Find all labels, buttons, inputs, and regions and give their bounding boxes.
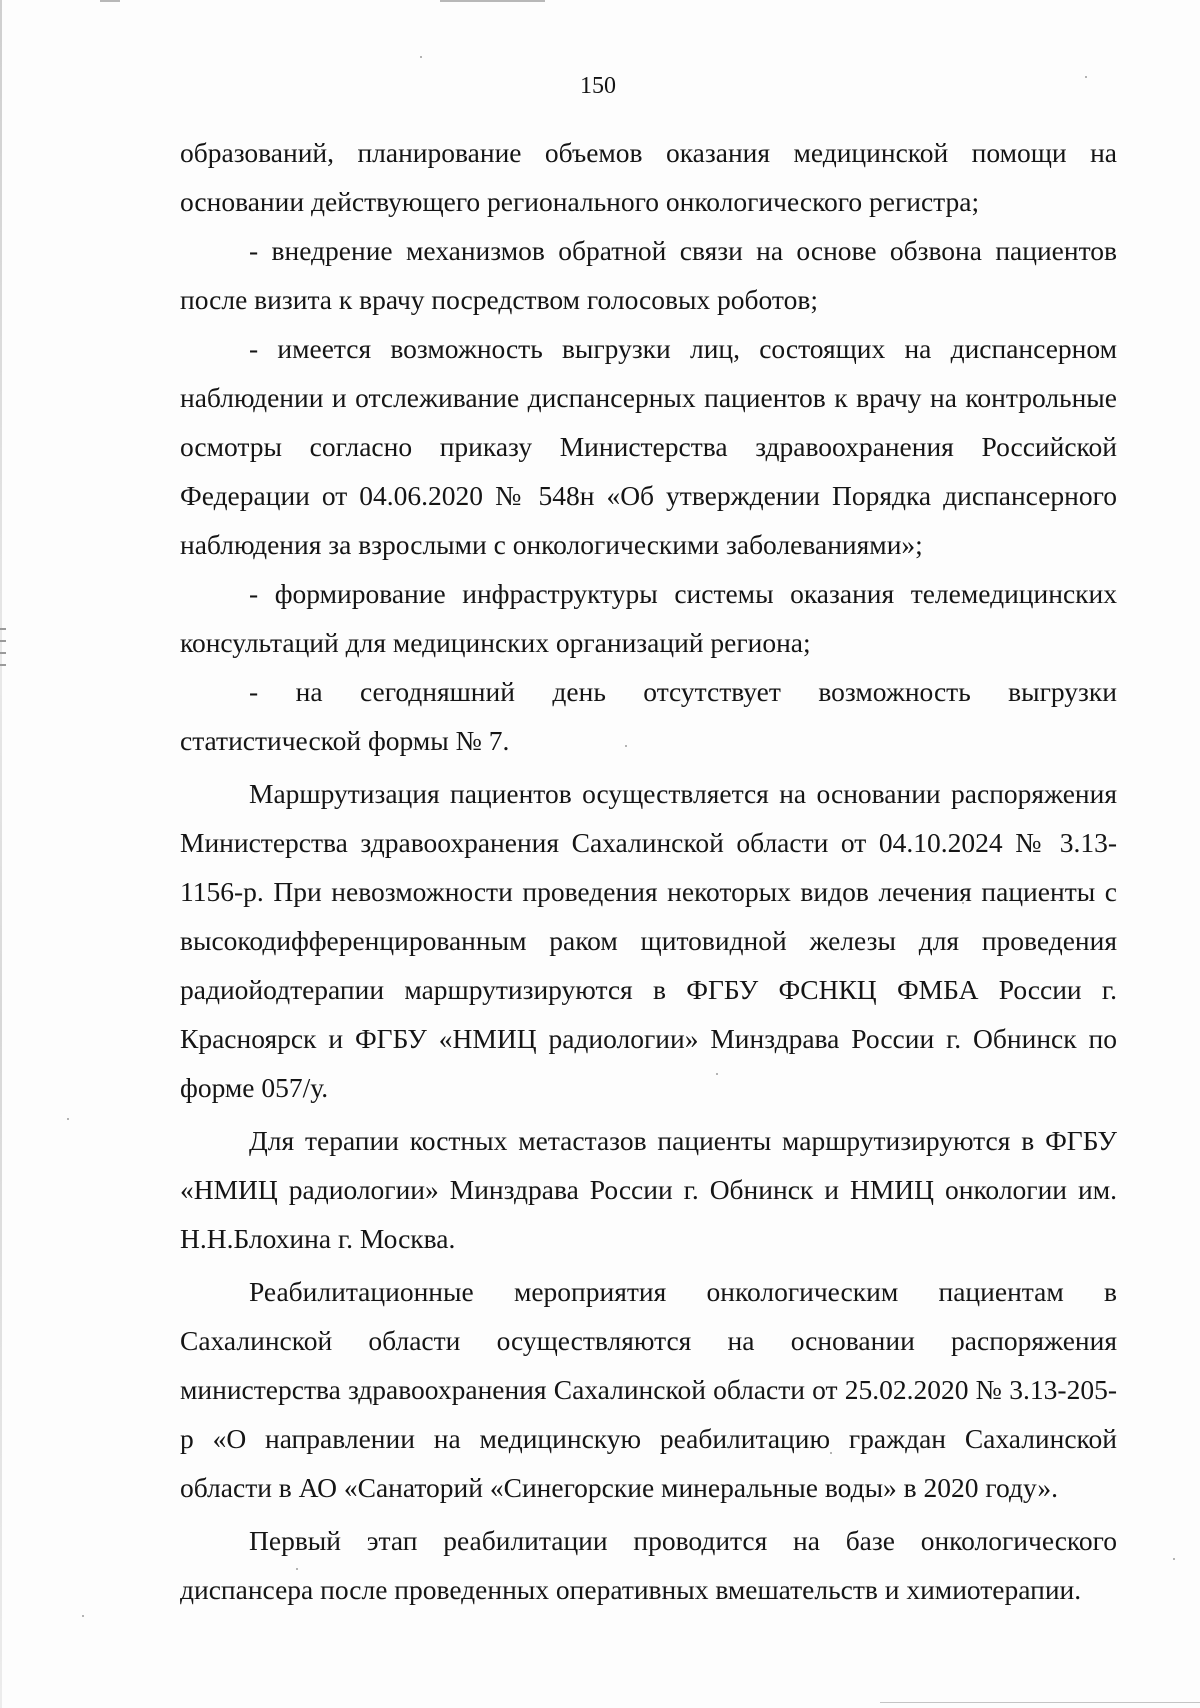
scan-top-line <box>100 0 120 2</box>
body-text <box>180 128 1117 1614</box>
paragraph: Маршрутизация пациентов осуществляется на основании распоряжения Министерства здравоохранения Сахалинской области от 04.10.2024 № 3.13-1156-р. При невозможности проведения некоторых видов лечения пациенты с высокодифференцированным раком щитовидной железы для проведения радиойодтерапии маршрутизируются в ФГБУ ФСНКЦ ФМБА России г. Красноярск и ФГБУ «НМИЦ радиологии» Минздрава России г. Обнинск по форме 057/у. <box>180 778 1117 1103</box>
scan-top-line <box>440 0 545 2</box>
page-number: 150 <box>580 73 616 99</box>
list-item-paragraph: - внедрение механизмов обратной связи на основе обзвона пациентов после визита к врачу посредством голосовых роботов; <box>180 235 1117 315</box>
list-item-paragraph: - формирование инфраструктуры системы оказания телемедицинских консультаций для медицинских организаций региона; <box>180 578 1117 658</box>
scan-edge-mark <box>0 628 6 630</box>
scan-edge-mark <box>0 664 6 666</box>
scan-edge-mark <box>0 640 6 642</box>
scan-speck <box>420 56 422 58</box>
scan-bottom-line <box>880 1702 1200 1703</box>
list-item-paragraph: - на сегодняшний день отсутствует возможность выгрузки статистической формы № 7. <box>180 676 1117 756</box>
paragraph: Для терапии костных метастазов пациенты маршрутизируются в ФГБУ «НМИЦ радиологии» Минздрава России г. Обнинск и НМИЦ онкологии им. Н.Н.Блохина г. Москва. <box>180 1125 1117 1254</box>
scan-speck <box>1173 1558 1175 1560</box>
list-item-paragraph: - имеется возможность выгрузки лиц, состоящих на диспансерном наблюдении и отслеживание диспансерных пациентов к врачу на контрольные осмотры согласно приказу Министерства здравоохранения Российской Федерации от 04.06.2020 № 548н «Об утверждении Порядка диспансерного наблюдения за взрослыми с онкологическими заболеваниями»; <box>180 333 1117 560</box>
scan-speck <box>82 1615 84 1617</box>
scan-edge-mark <box>0 652 6 654</box>
scan-left-edge <box>0 0 2 1708</box>
paragraph: Первый этап реабилитации проводится на базе онкологического диспансера после проведенных оперативных вмешательств и химиотерапии. <box>180 1525 1117 1605</box>
paragraph: образований, планирование объемов оказания медицинской помощи на основании действующего регионального онкологического регистра; <box>180 137 1117 217</box>
scan-speck <box>67 1118 69 1120</box>
paragraph: Реабилитационные мероприятия онкологическим пациентам в Сахалинской области осуществляются на основании распоряжения министерства здравоохранения Сахалинской области от 25.02.2020 № 3.13-205-р «О направлении на медицинскую реабилитацию граждан Сахалинской области в АО «Санаторий «Синегорские минеральные воды» в 2020 году». <box>180 1276 1117 1503</box>
